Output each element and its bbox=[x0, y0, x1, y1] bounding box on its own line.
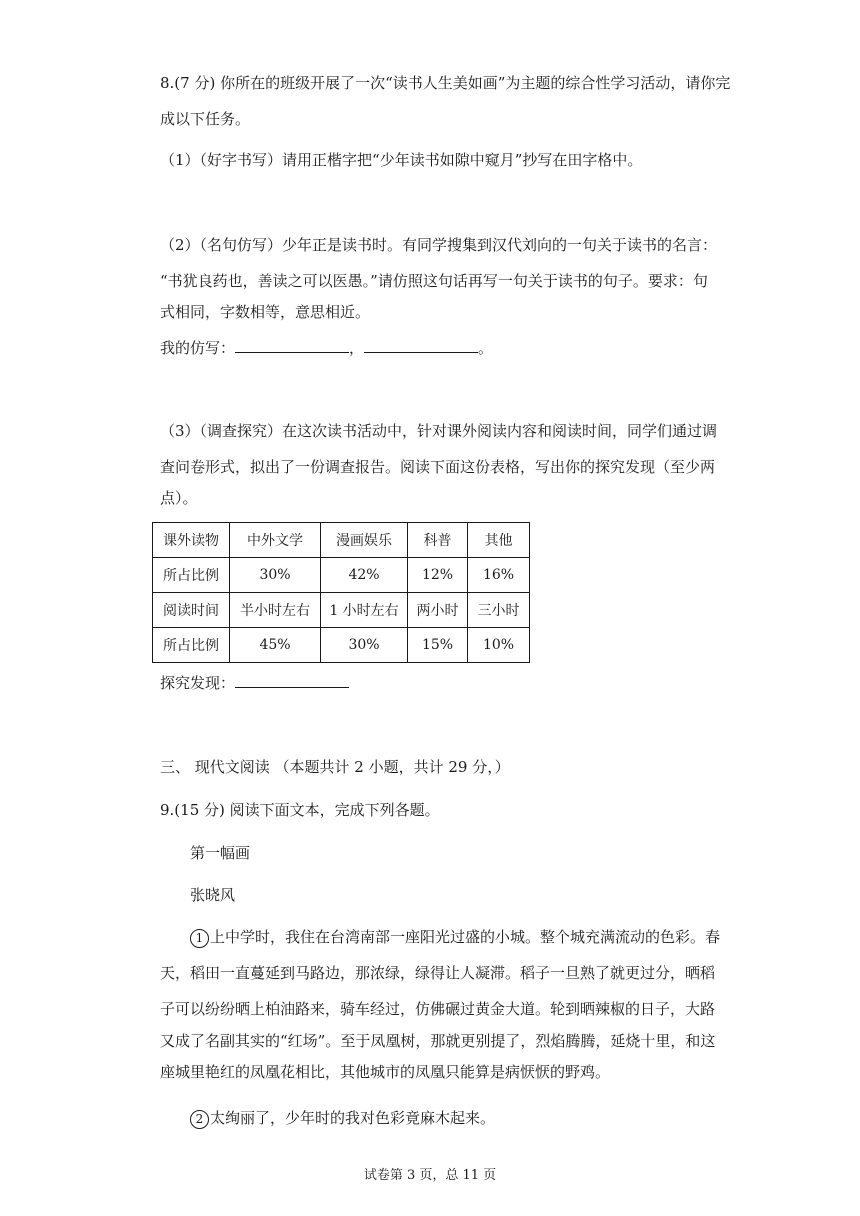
finding-label: 探究发现： bbox=[160, 674, 236, 692]
q8-sub2-answer bbox=[160, 338, 493, 358]
p2-text: 太绚丽了，少年时的我对色彩竟麻木起来。 bbox=[210, 1109, 496, 1127]
table-cell: 所占比例 bbox=[153, 558, 230, 593]
q8-sub1: （1）（好字书写）请用正楷字把“少年读书如隙中窥月”抄写在田字格中。 bbox=[160, 151, 643, 169]
answer-label: 我的仿写： bbox=[160, 339, 236, 357]
p1-line-2: 天，稻田一直蔓延到马路边，那浓绿，绿得让人凝滞。稻子一旦熟了就更过分，晒稻 bbox=[160, 964, 716, 982]
answer-blank-1[interactable] bbox=[235, 338, 349, 353]
page-footer: 试卷第 3 页，总 11 页 bbox=[363, 1168, 497, 1183]
answer-end: 。 bbox=[478, 339, 494, 357]
table-cell: 10% bbox=[468, 628, 530, 663]
p1-line-1 bbox=[190, 927, 720, 948]
essay-author: 张晓风 bbox=[190, 886, 236, 904]
table-cell: 12% bbox=[408, 558, 468, 593]
table-cell: 漫画娱乐 bbox=[321, 523, 408, 558]
p1-line-5: 座城里艳红的凤凰花相比，其他城市的凤凰只能算是病恹恹的野鸡。 bbox=[160, 1063, 611, 1081]
p2-line-1 bbox=[190, 1108, 495, 1129]
table-cell: 30% bbox=[321, 628, 408, 663]
paragraph-number-1: 1 bbox=[190, 929, 209, 948]
paragraph-number-2: 2 bbox=[190, 1110, 209, 1129]
table-row bbox=[153, 558, 530, 593]
table-cell: 45% bbox=[230, 628, 321, 663]
finding-line bbox=[160, 673, 349, 693]
table-row bbox=[153, 593, 530, 628]
q8-sub2-line-3: 式相同，字数相等，意思相近。 bbox=[160, 303, 371, 321]
table-cell: 42% bbox=[321, 558, 408, 593]
essay-title: 第一幅画 bbox=[190, 844, 251, 862]
table-row bbox=[153, 523, 530, 558]
table-cell: 1 小时左右 bbox=[321, 593, 408, 628]
table-cell: 课外读物 bbox=[153, 523, 230, 558]
table-row bbox=[153, 628, 530, 663]
table-cell: 科普 bbox=[408, 523, 468, 558]
q8-sub3-line-2: 查问卷形式，拟出了一份调查报告。阅读下面这份表格，写出你的探究发现（至少两 bbox=[160, 458, 716, 476]
table-cell: 中外文学 bbox=[230, 523, 321, 558]
p1-line-3: 子可以纷纷晒上柏油路来，骑车经过，仿佛碾过黄金大道。轮到晒辣椒的日子，大路 bbox=[160, 1000, 716, 1018]
survey-table bbox=[152, 522, 530, 663]
q8-sub3-line-3: 点）。 bbox=[160, 489, 198, 507]
table-cell: 阅读时间 bbox=[153, 593, 230, 628]
table-cell: 半小时左右 bbox=[230, 593, 321, 628]
q8-sub2-line-1: （2）（名句仿写）少年正是读书时。有同学搜集到汉代刘向的一句关于读书的名言： bbox=[160, 236, 718, 254]
q8-line-1: 8.(7 分) 你所在的班级开展了一次“读书人生美如画”为主题的综合性学习活动，请你完 bbox=[160, 74, 731, 92]
p1-line-4: 又成了名副其实的“红场”。至于凤凰树，那就更别提了，烈焰腾腾，延烧十里，和这 bbox=[160, 1032, 716, 1050]
table-cell: 16% bbox=[468, 558, 530, 593]
table-cell: 其他 bbox=[468, 523, 530, 558]
q8-sub2-line-2: “书犹良药也，善读之可以医愚。”请仿照这句话再写一句关于读书的句子。要求：句 bbox=[160, 272, 708, 290]
p1-text: 上中学时，我住在台湾南部一座阳光过盛的小城。整个城充满流动的色彩。春 bbox=[210, 928, 721, 946]
table-cell: 所占比例 bbox=[153, 628, 230, 663]
q8-sub3-line-1: （3）（调查探究）在这次读书活动中，针对课外阅读内容和阅读时间，同学们通过调 bbox=[160, 422, 718, 440]
q8-line-2: 成以下任务。 bbox=[160, 110, 251, 128]
table-cell: 30% bbox=[230, 558, 321, 593]
finding-blank[interactable] bbox=[235, 673, 349, 688]
q9-intro: 9.(15 分) 阅读下面文本，完成下列各题。 bbox=[160, 801, 440, 819]
answer-blank-2[interactable] bbox=[364, 338, 478, 353]
table-cell: 三小时 bbox=[468, 593, 530, 628]
table-cell: 15% bbox=[408, 628, 468, 663]
answer-sep: ， bbox=[349, 339, 365, 357]
table-cell: 两小时 bbox=[408, 593, 468, 628]
section-3-heading: 三、 现代文阅读 （本题共计 2 小题，共计 29 分，） bbox=[160, 758, 510, 776]
